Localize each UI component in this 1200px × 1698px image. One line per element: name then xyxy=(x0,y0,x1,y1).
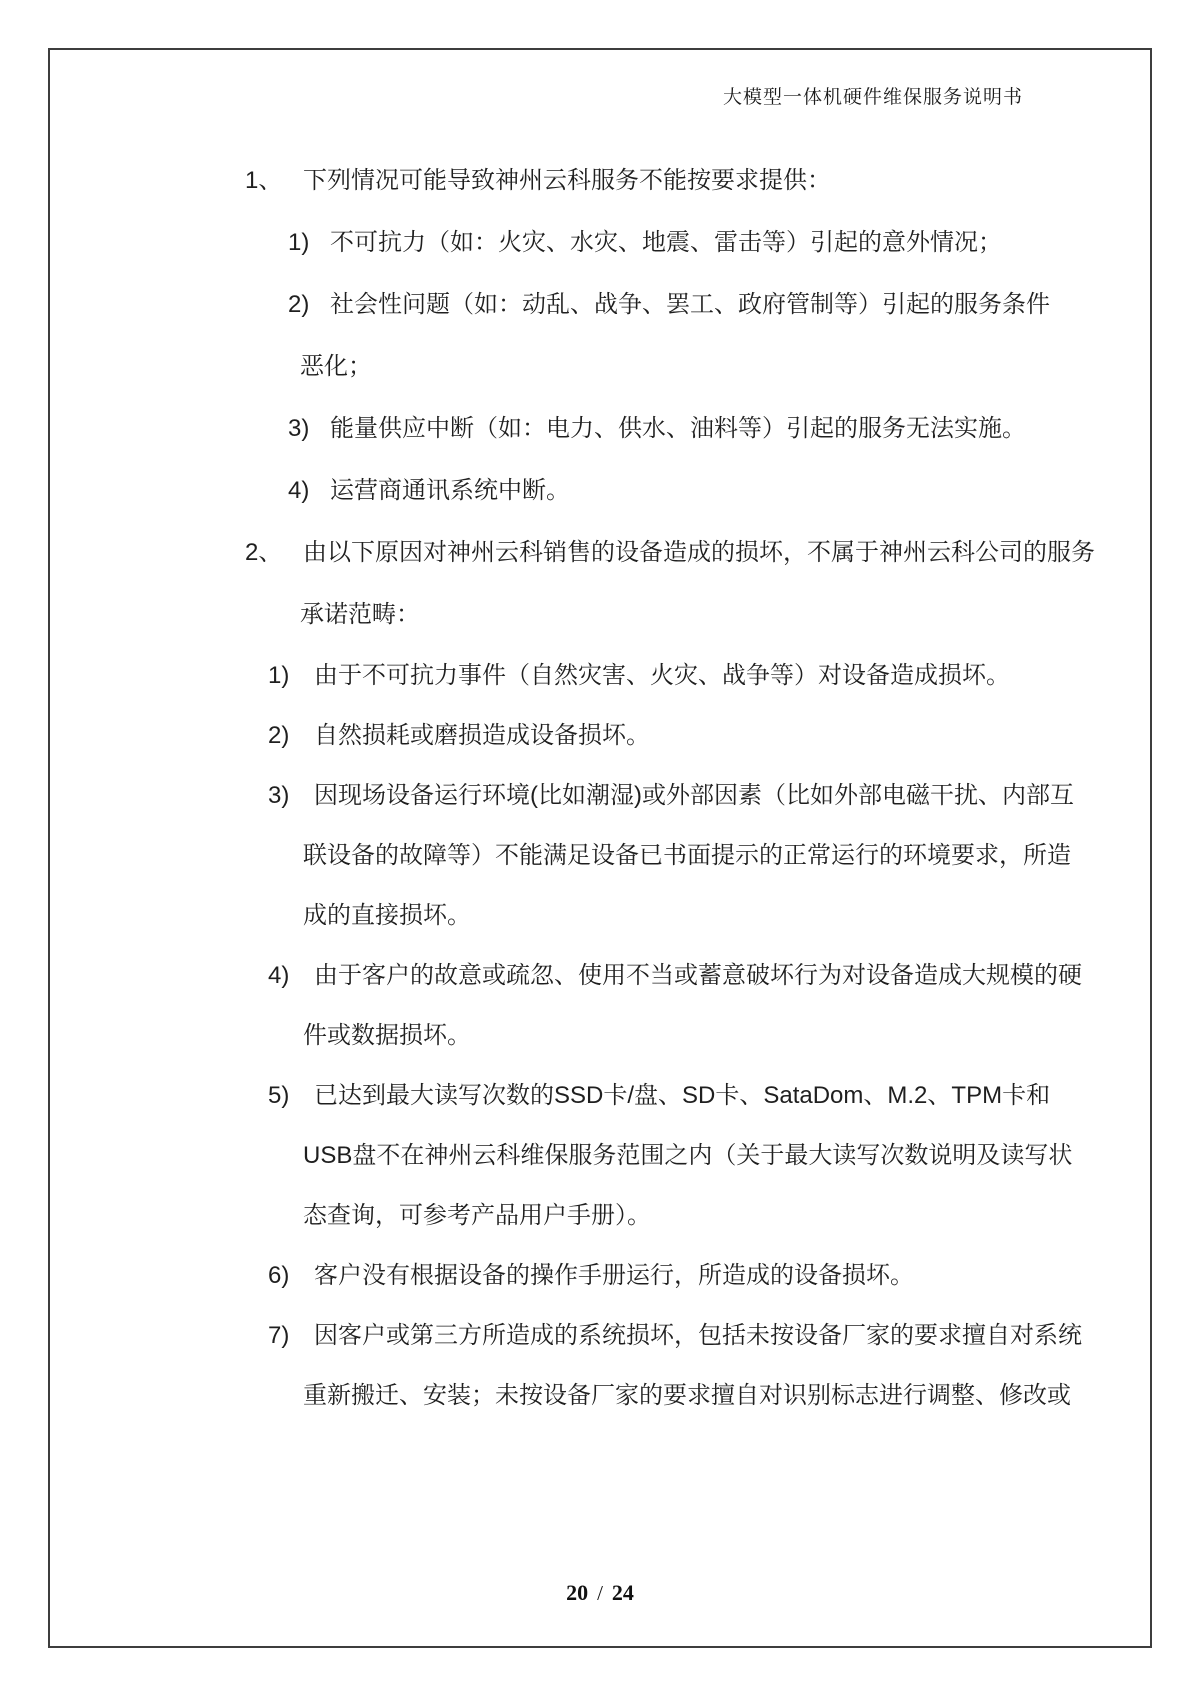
list-item-number: 6) xyxy=(268,1262,290,1289)
list-item xyxy=(0,706,1200,766)
list-item xyxy=(0,274,1200,336)
list-item-text: 件或数据损坏。 xyxy=(303,1022,471,1049)
section-heading-continuation xyxy=(0,584,1200,646)
list-item-continuation xyxy=(0,1366,1200,1426)
list-item-text: 恶化； xyxy=(300,353,372,380)
section-number: 2、 xyxy=(245,539,283,566)
section-2-heading xyxy=(0,522,1200,584)
list-item xyxy=(0,1306,1200,1366)
list-item-number: 3) xyxy=(268,782,290,809)
section-number: 1、 xyxy=(245,167,283,194)
page-footer xyxy=(0,1580,1200,1606)
list-item-text: 社会性问题（如：动乱、战争、罢工、政府管制等）引起的服务条件 xyxy=(330,291,1050,318)
list-item-number: 7) xyxy=(268,1322,290,1349)
list-item xyxy=(0,1066,1200,1126)
section-title: 由以下原因对神州云科销售的设备造成的损坏，不属于神州云科公司的服务 xyxy=(303,539,1095,566)
list-item xyxy=(0,398,1200,460)
list-item-number: 1) xyxy=(288,229,310,256)
list-item-number: 4) xyxy=(288,477,310,504)
list-item xyxy=(0,1246,1200,1306)
section-title: 下列情况可能导致神州云科服务不能按要求提供： xyxy=(303,167,831,194)
list-item xyxy=(0,646,1200,706)
list-item-text: 态查询，可参考产品用户手册）。 xyxy=(303,1202,651,1229)
list-item-text: 运营商通讯系统中断。 xyxy=(330,477,570,504)
list-item-text: 重新搬迁、安装；未按设备厂家的要求擅自对识别标志进行调整、修改或 xyxy=(303,1382,1071,1409)
list-item-continuation xyxy=(0,1006,1200,1066)
list-item-number: 3) xyxy=(288,415,310,442)
list-item-text: 已达到最大读写次数的SSD卡/盘、SD卡、SataDom、M.2、TPM卡和 xyxy=(314,1082,1051,1109)
list-item-continuation xyxy=(0,336,1200,398)
list-item xyxy=(0,460,1200,522)
list-item-text: 因客户或第三方所造成的系统损坏，包括未按设备厂家的要求擅自对系统 xyxy=(314,1322,1082,1349)
list-item-number: 4) xyxy=(268,962,290,989)
document-body xyxy=(0,150,1200,1426)
page-header xyxy=(723,82,1023,109)
list-item-number: 5) xyxy=(268,1082,290,1109)
list-item xyxy=(0,946,1200,1006)
list-item-text: 由于客户的故意或疏忽、使用不当或蓄意破坏行为对设备造成大规模的硬 xyxy=(314,962,1082,989)
list-item-continuation xyxy=(0,886,1200,946)
list-item-continuation xyxy=(0,1126,1200,1186)
header-title: 大模型一体机硬件维保服务说明书 xyxy=(722,87,1023,108)
list-item-text: 能量供应中断（如：电力、供水、油料等）引起的服务无法实施。 xyxy=(330,415,1026,442)
section-1-heading xyxy=(0,150,1200,212)
list-item-text: 客户没有根据设备的操作手册运行，所造成的设备损坏。 xyxy=(314,1262,914,1289)
page-number-total: 24 xyxy=(611,1580,634,1605)
list-item xyxy=(0,766,1200,826)
list-item-text: USB盘不在神州云科维保服务范围之内（关于最大读写次数说明及读写状 xyxy=(303,1142,1073,1169)
list-item xyxy=(0,212,1200,274)
list-item-number: 2) xyxy=(268,722,290,749)
list-item-text: 自然损耗或磨损造成设备损坏。 xyxy=(314,722,650,749)
list-item-continuation xyxy=(0,826,1200,886)
section-title-text: 承诺范畴： xyxy=(300,601,420,628)
page-number-separator: / xyxy=(597,1581,603,1605)
page-number-current: 20 xyxy=(566,1580,589,1605)
list-item-text: 联设备的故障等）不能满足设备已书面提示的正常运行的环境要求，所造 xyxy=(303,842,1071,869)
list-item-text: 因现场设备运行环境(比如潮湿)或外部因素（比如外部电磁干扰、内部互 xyxy=(314,782,1074,809)
list-item-text: 由于不可抗力事件（自然灾害、火灾、战争等）对设备造成损坏。 xyxy=(314,662,1010,689)
list-item-number: 2) xyxy=(288,291,310,318)
list-item-number: 1) xyxy=(268,662,290,689)
list-item-text: 成的直接损坏。 xyxy=(303,902,471,929)
list-item-text: 不可抗力（如：火灾、水灾、地震、雷击等）引起的意外情况； xyxy=(330,229,1002,256)
list-item-continuation xyxy=(0,1186,1200,1246)
